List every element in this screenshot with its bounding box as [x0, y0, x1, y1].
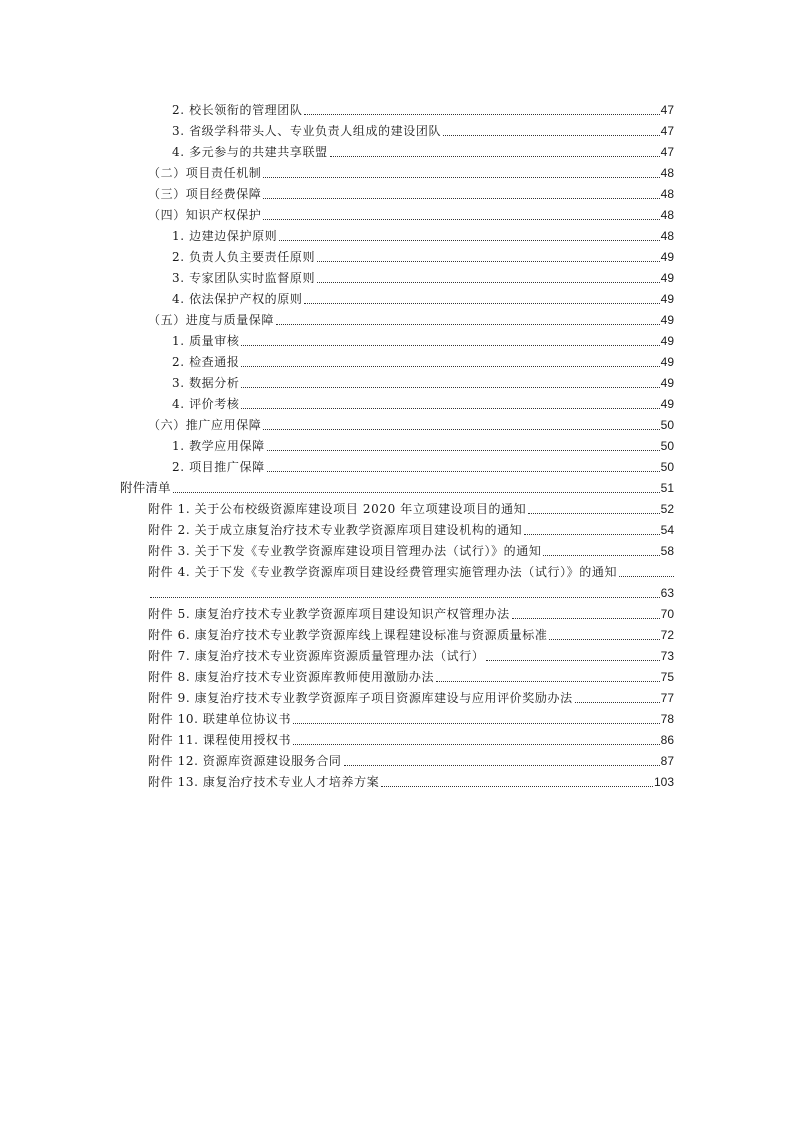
toc-entry-page-number: 63 [660, 586, 674, 600]
dot-leader [436, 669, 660, 682]
dot-leader [304, 291, 659, 304]
dot-leader [344, 753, 660, 766]
dot-leader [241, 375, 659, 388]
dot-leader [512, 606, 660, 619]
dot-leader [317, 249, 660, 262]
toc-entry[interactable] [148, 665, 674, 685]
dot-leader [543, 543, 659, 556]
dot-leader [241, 354, 659, 367]
toc-entry-page-number: 47 [660, 103, 674, 117]
toc-entry[interactable] [148, 581, 674, 601]
toc-entry[interactable] [172, 371, 674, 391]
toc-entry-title: 附件 4. 关于下发《专业教学资源库项目建设经费管理实施管理办法（试行）》的通知 [148, 565, 618, 579]
toc-entry[interactable] [172, 245, 674, 265]
toc-entry[interactable] [172, 434, 674, 454]
toc-entry-title: （三）项目经费保障 [148, 187, 262, 201]
toc-entry-page-number: 49 [660, 271, 674, 285]
toc-entry[interactable] [148, 623, 674, 643]
toc-entry-title: 附件 11. 课程使用授权书 [148, 733, 292, 747]
toc-entry-title: 3. 数据分析 [172, 376, 240, 390]
toc-entry-title: 1. 教学应用保障 [172, 439, 265, 453]
toc-entry-page-number: 50 [660, 439, 674, 453]
toc-entry-page-number: 70 [660, 607, 674, 621]
toc-entry[interactable] [148, 182, 674, 202]
toc-entry-title: 2. 检查通报 [172, 355, 240, 369]
toc-entry-page-number: 51 [660, 481, 674, 495]
toc-entry-page-number: 49 [660, 250, 674, 264]
toc-entry-title: 1. 质量审核 [172, 334, 240, 348]
toc-entry-page-number: 50 [660, 460, 674, 474]
toc-entry[interactable] [172, 392, 674, 412]
toc-entry-title: 3. 省级学科带头人、专业负责人组成的建设团队 [172, 124, 442, 138]
toc-entry-title: 附件 5. 康复治疗技术专业教学资源库项目建设知识产权管理办法 [148, 607, 510, 621]
toc-entry-title: （二）项目责任机制 [148, 166, 262, 180]
toc-entry-page-number: 49 [660, 334, 674, 348]
dot-leader [276, 312, 660, 325]
dot-leader [241, 333, 659, 346]
toc-entry[interactable] [172, 350, 674, 370]
dot-leader [486, 648, 659, 661]
dot-leader [528, 501, 659, 514]
toc-entry[interactable] [172, 224, 674, 244]
toc-entry-page-number: 72 [660, 628, 674, 642]
toc-entry-title: 4. 多元参与的共建共享联盟 [172, 145, 328, 159]
dot-leader [263, 165, 659, 178]
toc-entry-title: 附件 1. 关于公布校级资源库建设项目 2020 年立项建设项目的通知 [148, 502, 527, 516]
toc-entry[interactable] [172, 140, 674, 160]
dot-leader [524, 522, 659, 535]
toc-entry-title: 附件 12. 资源库资源建设服务合同 [148, 754, 342, 768]
toc-entry[interactable] [148, 308, 674, 328]
dot-leader [263, 417, 659, 430]
toc-entry[interactable] [172, 287, 674, 307]
toc-entry[interactable] [172, 119, 674, 139]
toc-entry-title: 附件清单 [120, 481, 171, 495]
toc-entry-page-number: 77 [660, 691, 674, 705]
dot-leader [173, 480, 660, 493]
toc-entry[interactable] [148, 686, 674, 706]
toc-entry-page-number: 58 [660, 544, 674, 558]
dot-leader [304, 102, 659, 115]
toc-entry-title: （六）推广应用保障 [148, 418, 262, 432]
toc-entry-page-number: 50 [660, 418, 674, 432]
toc-entry-page-number: 49 [660, 376, 674, 390]
dot-leader [267, 438, 660, 451]
dot-leader [381, 774, 653, 787]
toc-entry-page-number: 87 [660, 754, 674, 768]
toc-entry-page-number: 54 [660, 523, 674, 537]
toc-entry[interactable] [148, 560, 674, 580]
toc-entry-title: 2. 负责人负主要责任原则 [172, 250, 316, 264]
toc-entry[interactable] [120, 476, 674, 496]
toc-entry-page-number: 78 [660, 712, 674, 726]
toc-entry[interactable] [148, 539, 674, 559]
toc-entry-page-number: 47 [660, 145, 674, 159]
toc-entry-page-number: 49 [660, 355, 674, 369]
toc-entry-title: 附件 2. 关于成立康复治疗技术专业教学资源库项目建设机构的通知 [148, 523, 523, 537]
dot-leader [549, 627, 659, 640]
toc-entry[interactable] [148, 602, 674, 622]
toc-entry-title: 2. 校长领衔的管理团队 [172, 103, 303, 117]
toc-entry-title: 附件 13. 康复治疗技术专业人才培养方案 [148, 775, 380, 789]
toc-entry-page-number: 48 [660, 208, 674, 222]
toc-entry-title: 附件 8. 康复治疗技术专业资源库教师使用激励办法 [148, 670, 435, 684]
dot-leader [279, 228, 659, 241]
toc-entry[interactable] [148, 413, 674, 433]
toc-entry[interactable] [172, 266, 674, 286]
toc-entry[interactable] [148, 644, 674, 664]
toc-entry-title: 4. 依法保护产权的原则 [172, 292, 303, 306]
toc-entry-title: 附件 9. 康复治疗技术专业教学资源库子项目资源库建设与应用评价奖励办法 [148, 691, 573, 705]
toc-entry[interactable] [148, 707, 674, 727]
dot-leader [293, 732, 660, 745]
dot-leader [263, 207, 659, 220]
dot-leader [330, 144, 660, 157]
dot-leader [293, 711, 660, 724]
toc-entry-page-number: 47 [660, 124, 674, 138]
dot-leader [267, 459, 660, 472]
dot-leader [443, 123, 660, 136]
toc-entry-title: 附件 6. 康复治疗技术专业教学资源库线上课程建设标准与资源质量标准 [148, 628, 548, 642]
toc-entry-page-number: 48 [660, 187, 674, 201]
toc-entry[interactable] [148, 770, 674, 790]
toc-entry[interactable] [172, 329, 674, 349]
toc-entry-title: 附件 3. 关于下发《专业教学资源库建设项目管理办法（试行）》的通知 [148, 544, 542, 558]
toc-entry-page-number: 86 [660, 733, 674, 747]
toc-entry[interactable] [148, 497, 674, 517]
toc-entry[interactable] [172, 455, 674, 475]
toc-entry[interactable] [148, 518, 674, 538]
toc-entry[interactable] [148, 161, 674, 181]
dot-leader [150, 585, 660, 598]
dot-leader [241, 396, 659, 409]
toc-entry-page-number: 52 [660, 502, 674, 516]
dot-leader [317, 270, 660, 283]
dot-leader [263, 186, 659, 199]
toc-entry-page-number: 103 [653, 775, 674, 789]
toc-entry-page-number: 49 [660, 397, 674, 411]
toc-entry[interactable] [148, 749, 674, 769]
toc-entry-title: 4. 评价考核 [172, 397, 240, 411]
toc-entry-page-number: 48 [660, 229, 674, 243]
toc-entry-page-number: 48 [660, 166, 674, 180]
toc-entry-page-number: 73 [660, 649, 674, 663]
toc-entry-page-number: 49 [660, 313, 674, 327]
toc-entry[interactable] [172, 98, 674, 118]
toc-entry-title: 1. 边建边保护原则 [172, 229, 278, 243]
toc-entry-title: 附件 7. 康复治疗技术专业资源库资源质量管理办法（试行） [148, 649, 485, 663]
dot-leader [575, 690, 660, 703]
toc-entry[interactable] [148, 203, 674, 223]
toc-entry-title: 3. 专家团队实时监督原则 [172, 271, 316, 285]
toc-entry-title: （五）进度与质量保障 [148, 313, 275, 327]
dot-leader [619, 564, 674, 577]
toc-entry-title: 2. 项目推广保障 [172, 460, 265, 474]
toc-entry-page-number: 49 [660, 292, 674, 306]
toc-entry-page-number: 75 [660, 670, 674, 684]
toc-entry[interactable] [148, 728, 674, 748]
toc-entry-title: 附件 10. 联建单位协议书 [148, 712, 292, 726]
toc-entry-title: （四）知识产权保护 [148, 208, 262, 222]
